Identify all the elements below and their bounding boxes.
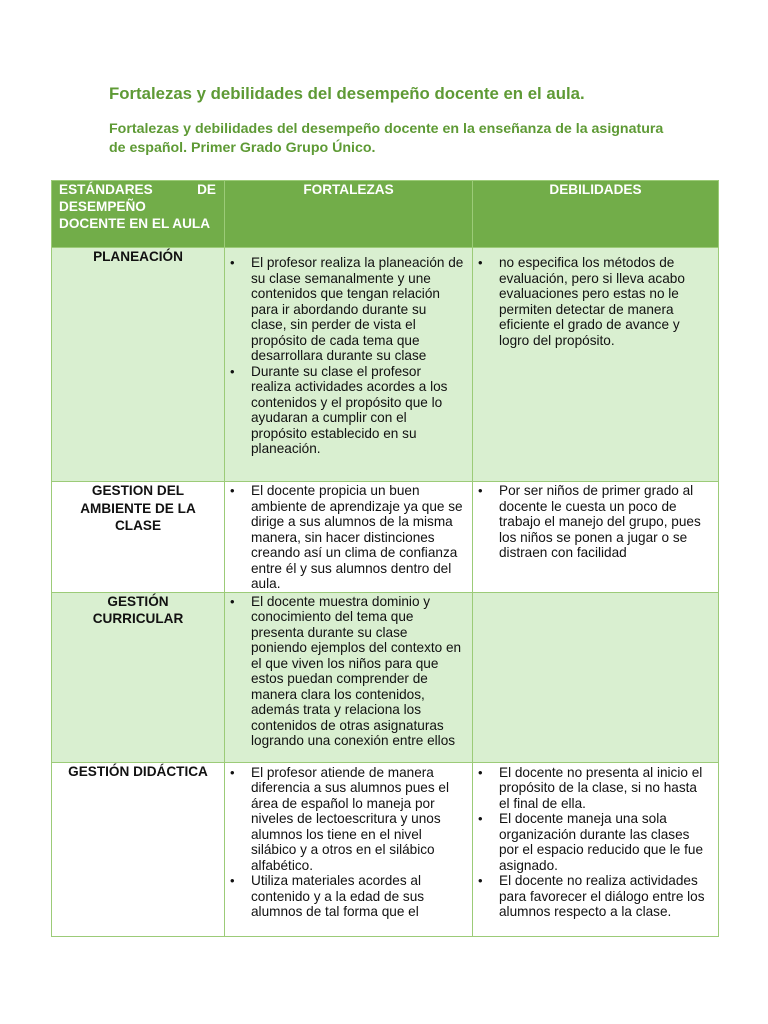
table-row [52,592,719,762]
bullet-icon: • [230,873,235,888]
standard-cell [52,482,225,593]
bullet-icon: • [478,764,483,780]
bullet-icon: • [478,873,483,888]
standard-label-line: PLANEACIÓN [93,249,183,264]
list-item-text: El profesor atiende de manera diferencia a sus alumnos pues el área de español lo maneja por niveles de lectoescritura y unos alumnos los tiene en el nivel silábico y a otros en el silábico alfabético. [251,764,449,873]
standard-label-line: GESTIÓN [107,593,169,609]
bullet-icon: • [478,811,483,826]
weaknesses-cell [473,248,719,482]
document-subtitle: Fortalezas y debilidades del desempeño docente en la enseñanza de la asignatura de español. Primer Grado Grupo Único. [109,121,664,156]
weaknesses-cell [473,592,719,762]
standard-label-line: GESTION DEL [91,483,185,498]
list-item [230,593,464,749]
list-item [230,873,464,920]
standard-cell [52,592,225,762]
header-standards-line3: DOCENTE EN EL AULA [59,216,211,231]
header-strengths: FORTALEZAS [225,181,473,248]
weaknesses-list [473,765,718,920]
list-item [478,255,710,348]
bullet-icon: • [230,764,235,780]
strengths-cell [225,482,473,593]
header-standards-line1-right: DE [197,182,216,197]
weaknesses-cell [473,482,719,593]
list-item-text: Por ser niños de primer grado al docente le cuesta un poco de trabajo el manejo del grupo, pues los niños se ponen a jugar o se distraen con facilidad [499,483,701,560]
list-item [478,873,710,920]
bullet-icon: • [478,483,483,498]
standard-label-line: GESTIÓN DIDÁCTICA [68,763,208,779]
standard-cell [52,762,225,936]
bullet-icon: • [230,483,235,498]
list-item-text: El docente no realiza actividades para favorecer el diálogo entre los alumnos respecto a la clase. [499,873,705,919]
header-standards [52,181,225,248]
strengths-list [225,594,472,749]
list-item-text: no especifica los métodos de evaluación, pero si lleva acabo evaluaciones pero estas no le permiten detectar de manera eficiente el grado de avance y logro del propósito. [499,255,685,348]
list-item-text: El profesor realiza la planeación de su clase semanalmente y une contenidos que tengan relación para ir abordando durante su clase, sin perder de vista el propósito de cada tema que desarrollara durante su clase [251,255,464,363]
strengths-cell [225,248,473,482]
bullet-icon: • [230,255,235,270]
strengths-list [225,255,472,457]
document-title: Fortalezas y debilidades del desempeño docente en el aula. [109,84,585,103]
list-item [478,483,710,561]
weaknesses-list [473,483,718,561]
list-item-text: Durante su clase el profesor realiza actividades acordes a los contenidos y el propósito que lo ayudaran a cumplir con el propósito establecido en su planeación. [251,363,448,456]
table-row [52,482,719,593]
header-weaknesses: DEBILIDADES [473,181,719,248]
weaknesses-cell [473,762,719,936]
list-item-text: El docente propicia un buen ambiente de aprendizaje ya que se dirige a sus alumnos de la misma manera, sin hacer distinciones creando así un clima de confianza entre él y sus alumnos dentro del aula. [251,483,463,591]
bullet-icon: • [230,363,235,379]
standard-label-line: CURRICULAR [92,611,184,626]
list-item [230,363,464,457]
table-row [52,762,719,936]
list-item-text: El docente no presenta al inicio el propósito de la clase, si no hasta el final de ella. [499,764,703,811]
list-item-text: El docente maneja una sola organización durante las clases por el espacio reducido que le fue asignado. [499,811,704,873]
strengths-cell [225,592,473,762]
header-standards-line2: DESEMPEÑO [59,199,146,214]
list-item [230,483,464,592]
header-standards-line1-left: ESTÁNDARES [59,182,153,197]
standard-cell [52,248,225,482]
strengths-cell [225,762,473,936]
list-item-text: Utiliza materiales acordes al contenido y a la edad de sus alumnos de tal forma que el [251,873,425,919]
table-row [52,248,719,482]
standard-label-line: CLASE [114,518,162,533]
list-item [478,764,710,812]
list-item [478,811,710,873]
list-item [230,764,464,874]
table-header-row [52,181,719,248]
strengths-list [225,765,472,920]
standard-label-line: AMBIENTE DE LA [80,500,196,516]
bullet-icon: • [230,593,235,609]
strengths-list [225,483,472,592]
performance-table [51,180,719,937]
bullet-icon: • [478,255,483,270]
list-item-text: El docente muestra dominio y conocimiento del tema que presenta durante su clase poniendo ejemplos del contexto en el que viven los niños para que estos puedan comprender de manera clara los contenidos, además trata y relaciona los contenidos de otras asignaturas logrando una conexión entre ellos [251,593,462,748]
list-item [230,255,464,364]
weaknesses-list [473,255,718,348]
